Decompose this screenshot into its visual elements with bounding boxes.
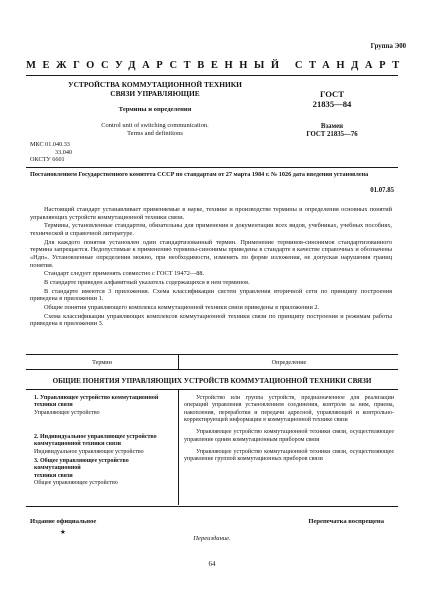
table-row-term bbox=[34, 434, 176, 456]
document-title bbox=[60, 81, 250, 99]
footer-rule bbox=[26, 506, 398, 507]
document-subtitle: Термины и определения bbox=[118, 106, 192, 113]
gost-label: ГОСТ bbox=[320, 89, 344, 99]
term-title-cont: коммутационной техники связи bbox=[34, 441, 121, 448]
definition-text: Управляющее устройство коммутационной техники связи, осуществляющее управление одним коммутационным прибором связи bbox=[184, 429, 394, 443]
table-top-rule bbox=[26, 354, 398, 355]
table-header-rule bbox=[26, 369, 398, 370]
english-title bbox=[60, 122, 250, 138]
table-header-divider bbox=[178, 354, 179, 369]
term-synonym: Управляющее устройство bbox=[34, 409, 100, 416]
paragraph: Схема классификации управляющих комплексов коммутационной техники связи по принципу построения и режимам работы приведена в приложении 3. bbox=[30, 312, 392, 328]
paragraph: В стандарте имеются 3 приложения. Схема классификации систем управления вторичной сети по принципу построения приведена в приложении 1. bbox=[30, 287, 392, 303]
replaces-label: Взамен bbox=[320, 123, 344, 130]
decree-text: Постановлением Государственного комитета СССР по стандартам от 27 марта 1984 г. № 1026 дата введения установлена bbox=[30, 171, 369, 178]
effective-date: 01.07.85 bbox=[370, 187, 394, 194]
table-definitions bbox=[184, 395, 394, 469]
paragraph: Стандарт следует применять совместно с ГОСТ 19472—88. bbox=[44, 270, 205, 278]
mks-code-2: 33.040 bbox=[55, 148, 73, 156]
decree-rule bbox=[26, 167, 398, 168]
section-heading: ОБЩИЕ ПОНЯТИЯ УПРАВЛЯЮЩИХ УСТРОЙСТВ КОММУТАЦИОННОЙ ТЕХНИКИ СВЯЗИ bbox=[52, 377, 372, 385]
english-title-line-1: Control unit of switching communication. bbox=[101, 122, 209, 129]
reissue-label: Переиздание. bbox=[193, 535, 231, 542]
gost-designation bbox=[292, 89, 372, 110]
paragraph: В стандарте приведен алфавитный указатель содержащихся в нем терминов. bbox=[44, 279, 250, 287]
group-code: Группа Э00 bbox=[370, 43, 406, 50]
table-header-term: Термин bbox=[92, 359, 112, 366]
table-column-divider bbox=[178, 389, 179, 505]
definition-text: Устройство или группа устройств, предназначенное для реализации операций управления установлением соединения, контроля за ним, приема, накопления, переработки и передачи адресной, управляющей и контрольно-корректирующей информации в коммутационной технике связи bbox=[184, 395, 394, 423]
title-line-2: СВЯЗИ УПРАВЛЯЮЩИЕ bbox=[110, 88, 200, 98]
mks-code: МКС 01.040.33 bbox=[30, 141, 70, 148]
term-synonym: Общее управляющее устройство bbox=[34, 479, 118, 486]
classification-codes bbox=[30, 141, 72, 164]
term-title: 2. Индивидуальное управляющее устройство bbox=[34, 434, 157, 440]
paragraph: Для каждого понятия установлен один стандартизованный термин. Применение терминов-синонимов стандартизованного термина запрещается. Недопустимые к применению термины-синонимы приведены в стандарте в качестве справочных и обозначены «Ндп». Установленные определения можно, при необходимости, изменять по форме изложения, не допуская нарушения границ понятия. bbox=[30, 238, 392, 269]
term-title-cont: техники связи bbox=[34, 472, 73, 479]
table-row-term bbox=[34, 458, 176, 487]
gost-number: 21835—84 bbox=[312, 99, 352, 110]
paragraph: Общие понятия управляющего комплекса коммутационной техники связи приведены в приложении 2. bbox=[44, 304, 320, 312]
table-header-definition: Определение bbox=[271, 359, 307, 366]
term-title: 1. Управляющее устройство коммутационной bbox=[34, 395, 159, 401]
term-title: 3. Общее управляющее устройство коммутационной bbox=[34, 458, 129, 472]
body-text bbox=[30, 206, 392, 329]
section-rule bbox=[26, 389, 398, 390]
term-synonym: Индивидуальное управляющее устройство bbox=[34, 448, 144, 455]
banner-rule bbox=[26, 75, 398, 76]
star-mark: ★ bbox=[60, 529, 66, 536]
standard-banner: МЕЖГОСУДАРСТВЕННЫЙ СТАНДАРТ bbox=[26, 60, 406, 71]
okstu-code: ОКСТУ 6601 bbox=[30, 156, 65, 164]
english-title-line-2: Terms and definitions bbox=[127, 130, 183, 137]
table-row-term bbox=[34, 395, 176, 417]
reprint-prohibited-label: Перепечатка воспрещена bbox=[308, 518, 384, 525]
official-edition-label: Издание официальное bbox=[30, 518, 97, 525]
title-line-1: УСТРОЙСТВА КОММУТАЦИОННОЙ ТЕХНИКИ bbox=[68, 80, 242, 89]
page-number: 64 bbox=[208, 560, 216, 568]
paragraph: Настоящий стандарт устанавливает применяемые в науке, технике и производстве термины и определения основных понятий управляющих устройств коммутационной техники связи. bbox=[30, 206, 392, 221]
paragraph: Термины, установленные стандартом, обязательны для применения в документации всех видов, учебниках, учебных пособиях, технической и справочной литературе. bbox=[30, 222, 392, 238]
replaces-number: ГОСТ 21835—76 bbox=[306, 131, 358, 139]
definition-text: Управляющее устройство коммутационной техники связи, осуществляющее управление группой коммутационных приборов связи bbox=[184, 448, 394, 463]
replaces-block bbox=[278, 123, 386, 140]
term-title-cont: техники связи bbox=[34, 402, 73, 409]
